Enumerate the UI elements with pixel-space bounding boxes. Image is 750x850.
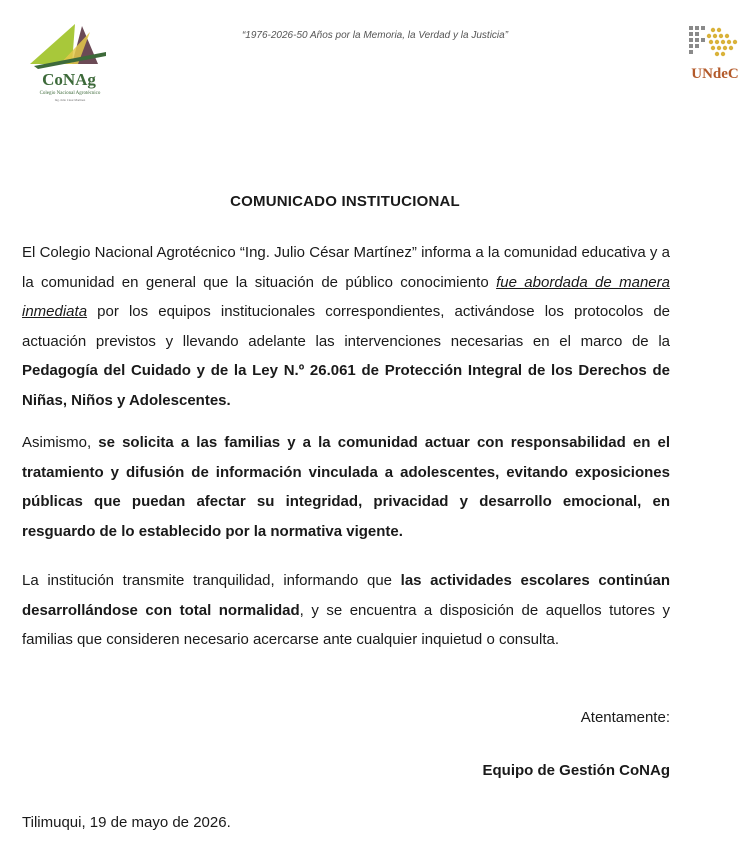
document-title: COMUNICADO INSTITUCIONAL [230,193,460,210]
p2-text: Asimismo, [22,434,99,451]
conag-logo-text: CoNAg [42,70,96,89]
p1-emphasis: fue abordada de manera inmediata [22,273,670,320]
p3-text-cont: , y se encuentra a disposición de aquellos tutores y familias que consideren necesario acercarse ante cualquier inquietud o consulta. [22,601,671,648]
conag-logo-subtitle: Colegio Nacional Agrotécnico [39,91,101,96]
p1-text-cont: por los equipos institucionales correspondientes, activándose los protocolos de actuación previstos y llevando adelante las intervenciones necesarias en el marco de la [22,303,670,350]
place-date: Tilimuqui, 19 de mayo de 2026. [22,814,231,831]
paragraph-3 [22,566,670,655]
conag-logo-subtitle-2: Ing. Julio César Martínez [54,98,86,102]
undec-dots-icon [687,24,743,64]
closing-salutation: Atentamente: [580,709,670,726]
motto: “1976-2026-50 Años por la Memoria, la Verdad y la Justicia” [241,30,509,41]
p1-bold: Pedagogía del Cuidado y de la Ley N.º 26.061 de Protección Integral de los Derechos de Niñas, Niños y Adolescentes. [22,362,670,409]
p3-bold: las actividades escolares continúan desarrollándose con total normalidad [22,572,670,619]
signer: Equipo de Gestión CoNAg [482,762,670,779]
letterhead [0,0,750,110]
undec-logo [683,24,747,86]
paragraph-2 [22,428,670,546]
undec-logo-text: UNdeC [691,66,739,82]
paragraph-1 [22,238,670,415]
p3-text: La institución transmite tranquilidad, informando que [22,572,401,589]
p2-bold: se solicita a las familias y a la comunidad actuar con responsabilidad en el tratamiento y difusión de información vinculada a adolescentes, evitando exposiciones públicas que puedan afectar su integridad, privacidad y desarrollo emocional, en resguardo de lo establecido por la normativa vigente. [22,434,670,540]
conag-logo [20,22,120,104]
p1-text: El Colegio Nacional Agrotécnico “Ing. Julio César Martínez” informa a la comunidad educativa y a la comunidad en general que la situación de público conocimiento [22,244,670,291]
conag-mountain-icon [20,22,120,72]
